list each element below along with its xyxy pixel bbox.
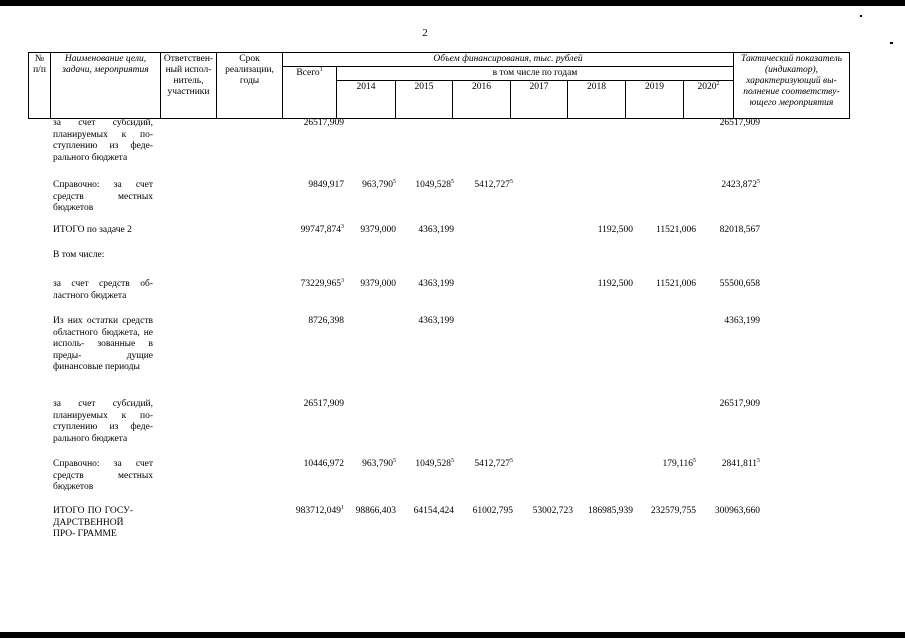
row-label: Справочно: за счет средств местных бюджетов [53, 459, 153, 492]
row-label: Справочно: за счет средств местных бюджетов [53, 180, 153, 213]
cell-total: 99747,874$^3$ [300, 223, 344, 235]
table-header [28, 52, 850, 119]
cell-y2015: 1049,528$^5$ [415, 457, 454, 469]
col-year-header: 2019 [626, 81, 684, 119]
cell-y2020: 82018,567 [719, 225, 760, 235]
cell-y2015: 4363,199 [418, 279, 454, 289]
cell-total: 26517,909 [303, 118, 344, 128]
top-border [0, 0, 905, 6]
col-year-header: 2016 [453, 81, 511, 119]
col-term-header: Срок реализации, годы [217, 53, 283, 119]
cell-y2020: 2841,811$^5$ [721, 457, 760, 469]
cell-y2014: 9379,000 [360, 279, 396, 289]
col-year-header: 2018 [568, 81, 626, 119]
cell-total: 8726,398 [308, 316, 344, 326]
cell-total: 26517,909 [303, 399, 344, 409]
scan-speck [890, 42, 893, 44]
cell-y2020: 4363,199 [724, 316, 760, 326]
cell-y2020: 300963,660 [714, 506, 760, 516]
row-label: ИТОГО ПО ГОСУ- ДАРСТВЕННОЙ ПРО- ГРАММЕ [53, 506, 133, 539]
cell-y2018: 1192,500 [597, 279, 633, 289]
row-label: ИТОГО по задаче 2 [53, 225, 132, 235]
col-total-header: Всего$^1$ [283, 67, 337, 119]
cell-y2018: 1192,500 [597, 225, 633, 235]
scan-speck [860, 15, 862, 17]
cell-y2014: 98866,403 [355, 506, 396, 516]
cell-y2020: 55500,658 [719, 279, 760, 289]
cell-y2019: 232579,755 [650, 506, 696, 516]
row-label: В том числе: [53, 250, 105, 260]
col-year-header: 2020$^2$ [684, 81, 734, 119]
cell-y2020: 2423,872$^5$ [721, 178, 760, 190]
cell-y2016: 61002,795 [472, 506, 513, 516]
cell-y2015: 4363,199 [418, 316, 454, 326]
cell-y2019: 179,116$^5$ [662, 457, 696, 469]
cell-y2014: 9379,000 [360, 225, 396, 235]
cell-y2015: 1049,528$^5$ [415, 178, 454, 190]
row-label: за счет субсидий, планируемых к по- ступлению из феде- рального бюджета [53, 118, 153, 163]
cell-y2015: 64154,424 [413, 506, 454, 516]
cell-y2018: 186985,939 [587, 506, 633, 516]
cell-y2014: 963,790$^5$ [362, 178, 396, 190]
cell-total: 9849,917 [308, 180, 344, 190]
row-label: за счет субсидий, планируемых к по- ступлению из феде- рального бюджета [53, 399, 153, 444]
page-number: 2 [422, 27, 428, 39]
cell-y2020: 26517,909 [719, 118, 760, 128]
col-years-header: в том числе по годам [337, 67, 734, 81]
cell-y2014: 963,790$^5$ [362, 457, 396, 469]
cell-total: 10446,972 [303, 459, 344, 469]
row-label: Из них остатки средств областного бюджета, не исполь- зованные в преды- дущие финансовые периоды [53, 316, 153, 372]
cell-y2016: 5412,727$^5$ [474, 178, 513, 190]
cell-y2016: 5412,727$^5$ [474, 457, 513, 469]
col-year-header: 2014 [337, 81, 396, 119]
cell-y2019: 11521,006 [655, 225, 696, 235]
col-volume-header: Объем финансирования, тыс. рублей [283, 53, 734, 67]
bottom-border [0, 632, 905, 638]
cell-y2015: 4363,199 [418, 225, 454, 235]
col-name-header: Наименование цели, задачи, мероприятия [51, 53, 161, 119]
col-year-header: 2015 [396, 81, 453, 119]
col-indicator-header: Тактический показатель (индикатор), характеризующий вы- полнение соответству- ющего мероприятия [734, 53, 850, 119]
col-resp-header: Ответствен- ный испол- нитель, участники [161, 53, 217, 119]
cell-y2019: 11521,006 [655, 279, 696, 289]
cell-total: 73229,965$^3$ [300, 277, 344, 289]
row-label: за счет средств об- ластного бюджета [53, 279, 153, 301]
col-num-header: № п/п [29, 53, 51, 119]
cell-y2017: 53002,723 [532, 506, 573, 516]
col-year-header: 2017 [511, 81, 568, 119]
cell-y2020: 26517,909 [719, 399, 760, 409]
cell-total: 983712,049$^1$ [295, 504, 344, 516]
